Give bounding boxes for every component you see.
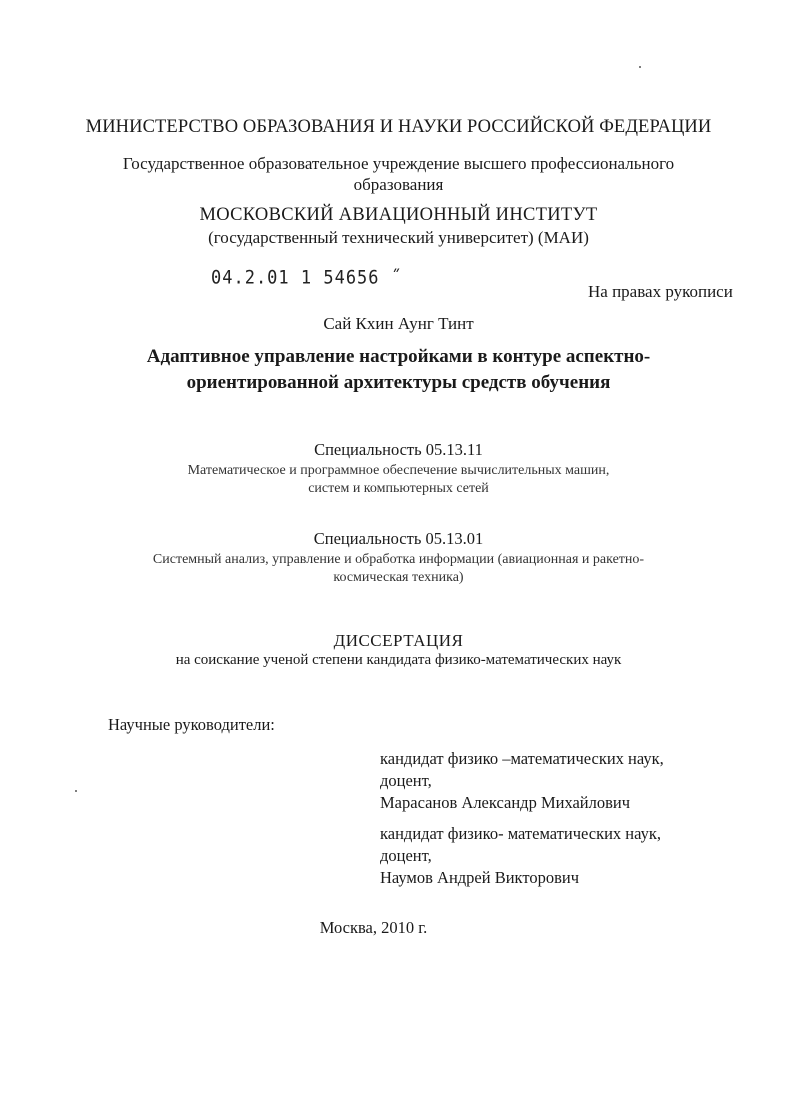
university-subtitle: (государственный технический университет) (МАИ) — [208, 228, 589, 247]
dissertation-subheading: на соискание ученой степени кандидата физико-математических наук — [175, 652, 622, 668]
specialty-block — [0, 529, 797, 587]
author-name: Сай Кхин Аунг Тинт — [323, 314, 474, 333]
scan-speck — [639, 66, 641, 68]
supervisor-degree: кандидат физико –математических наук, — [380, 749, 664, 768]
scan-speck — [75, 790, 77, 792]
supervisor-entry — [380, 823, 661, 889]
specialty-block — [0, 440, 797, 498]
title-line-1: Адаптивное управление настройками в контуре аспектно- — [146, 346, 651, 367]
supervisor-name: Наумов Андрей Викторович — [380, 868, 580, 887]
supervisor-entry — [380, 748, 664, 814]
registration-stamp: 04.2.01 1 54656 ˝ — [211, 267, 402, 289]
specialty-label: Специальность 05.13.11 — [314, 440, 483, 459]
manuscript-rights: На правах рукописи — [588, 282, 733, 301]
institution-line-2: образования — [353, 175, 444, 194]
supervisor-name: Марасанов Александр Михайлович — [380, 793, 631, 812]
institution-type — [0, 153, 797, 195]
supervisor-rank: доцент, — [380, 846, 432, 865]
specialty-desc-line-2: космическая техника) — [333, 570, 464, 585]
supervisors-label: Научные руководители: — [108, 715, 275, 734]
specialty-label: Специальность 05.13.01 — [313, 529, 484, 548]
specialty-desc-line-1: Системный анализ, управление и обработка информации (авиационная и ракетно- — [152, 552, 645, 567]
supervisor-degree: кандидат физико- математических наук, — [380, 824, 661, 843]
institution-line-1: Государственное образовательное учреждение высшего профессионального — [122, 154, 675, 173]
specialty-desc-line-2: систем и компьютерных сетей — [308, 481, 489, 496]
city-year: Москва, 2010 г. — [319, 918, 428, 937]
specialty-desc-line-1: Математическое и программное обеспечение вычислительных машин, — [187, 463, 610, 478]
title-line-2: ориентированной архитектуры средств обучения — [186, 372, 611, 393]
dissertation-heading: ДИССЕРТАЦИЯ — [333, 631, 464, 650]
university-name: МОСКОВСКИЙ АВИАЦИОННЫЙ ИНСТИТУТ — [199, 205, 598, 225]
ministry-name: МИНИСТЕРСТВО ОБРАЗОВАНИЯ И НАУКИ РОССИЙСКОЙ ФЕДЕРАЦИИ — [85, 117, 712, 137]
dissertation-title — [0, 344, 797, 396]
supervisor-rank: доцент, — [380, 771, 432, 790]
